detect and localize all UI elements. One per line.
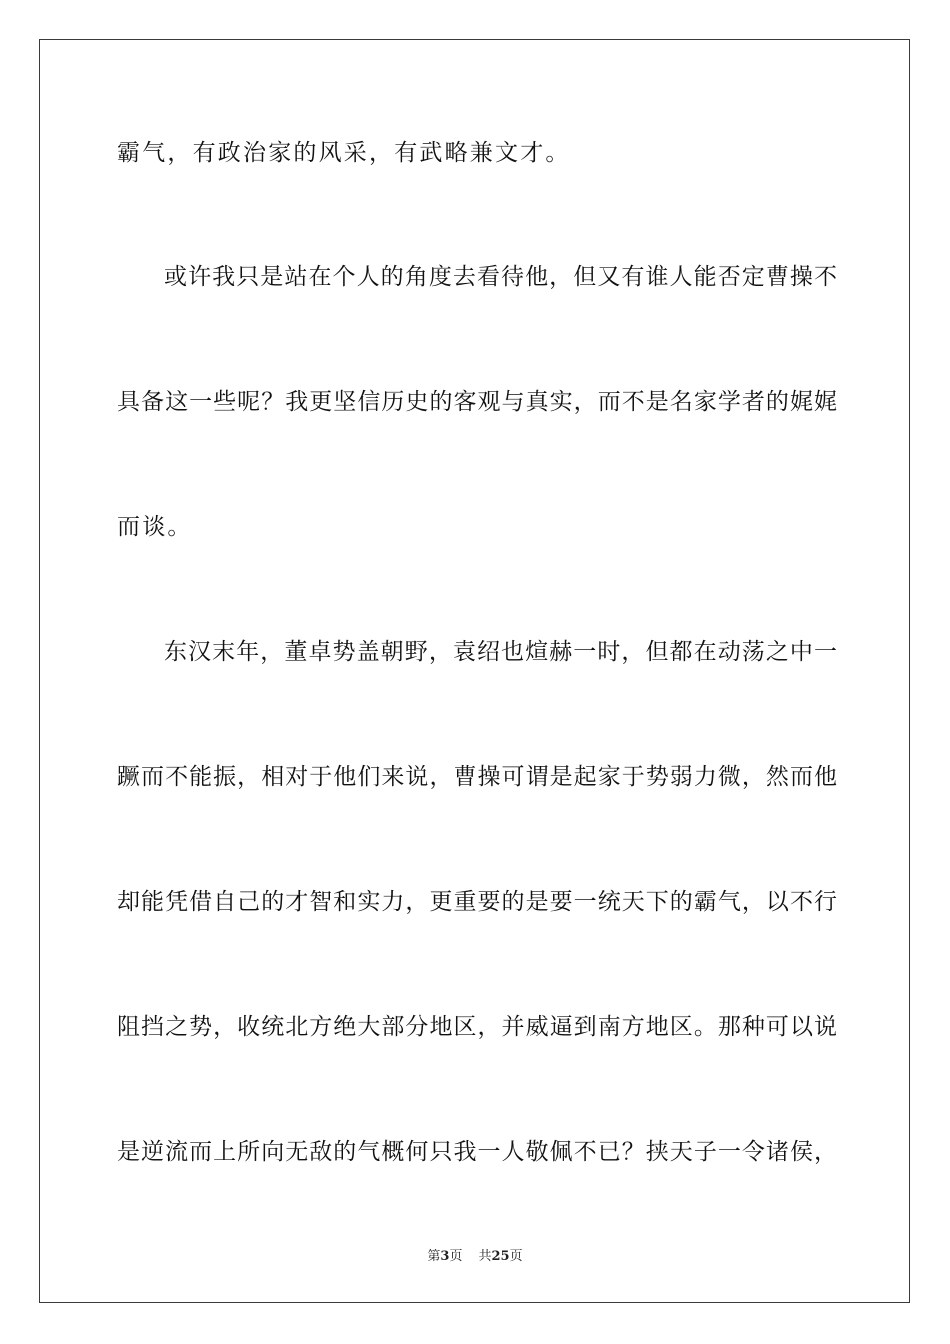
body-text-line-6: 蹶而不能振，相对于他们来说，曹操可谓是起家于势弱力微，然而他: [117, 764, 837, 790]
body-text-line-2: 或许我只是站在个人的角度去看待他，但又有谁人能否定曹操不: [164, 264, 837, 290]
page-number: 3: [440, 1249, 450, 1264]
body-text-line-5: 东汉末年，董卓势盖朝野，袁绍也煊赫一时，但都在动荡之中一: [164, 639, 837, 665]
total-pages: 25: [491, 1249, 510, 1264]
page-suffix: 页: [449, 1249, 463, 1264]
total-suffix: 页: [509, 1249, 523, 1264]
body-text-line-3: 具备这一些呢？我更坚信历史的客观与真实，而不是名家学者的娓娓: [117, 389, 837, 415]
body-text-line-1: 霸气，有政治家的风采，有武略兼文才。: [117, 140, 571, 166]
body-text-line-4: 而谈。: [117, 514, 193, 540]
page-prefix: 第: [427, 1249, 441, 1264]
body-text-line-7: 却能凭借自己的才智和实力，更重要的是要一统天下的霸气，以不行: [117, 889, 837, 915]
body-text-line-8: 阻挡之势，收统北方绝大部分地区，并威逼到南方地区。那种可以说: [117, 1014, 837, 1040]
total-prefix: 共: [478, 1249, 492, 1264]
body-text-line-9: 是逆流而上所向无敌的气概何只我一人敬佩不已？挟天子一令诸侯，: [117, 1139, 837, 1165]
page-border: [39, 39, 910, 1303]
page-footer: [0, 1248, 950, 1266]
